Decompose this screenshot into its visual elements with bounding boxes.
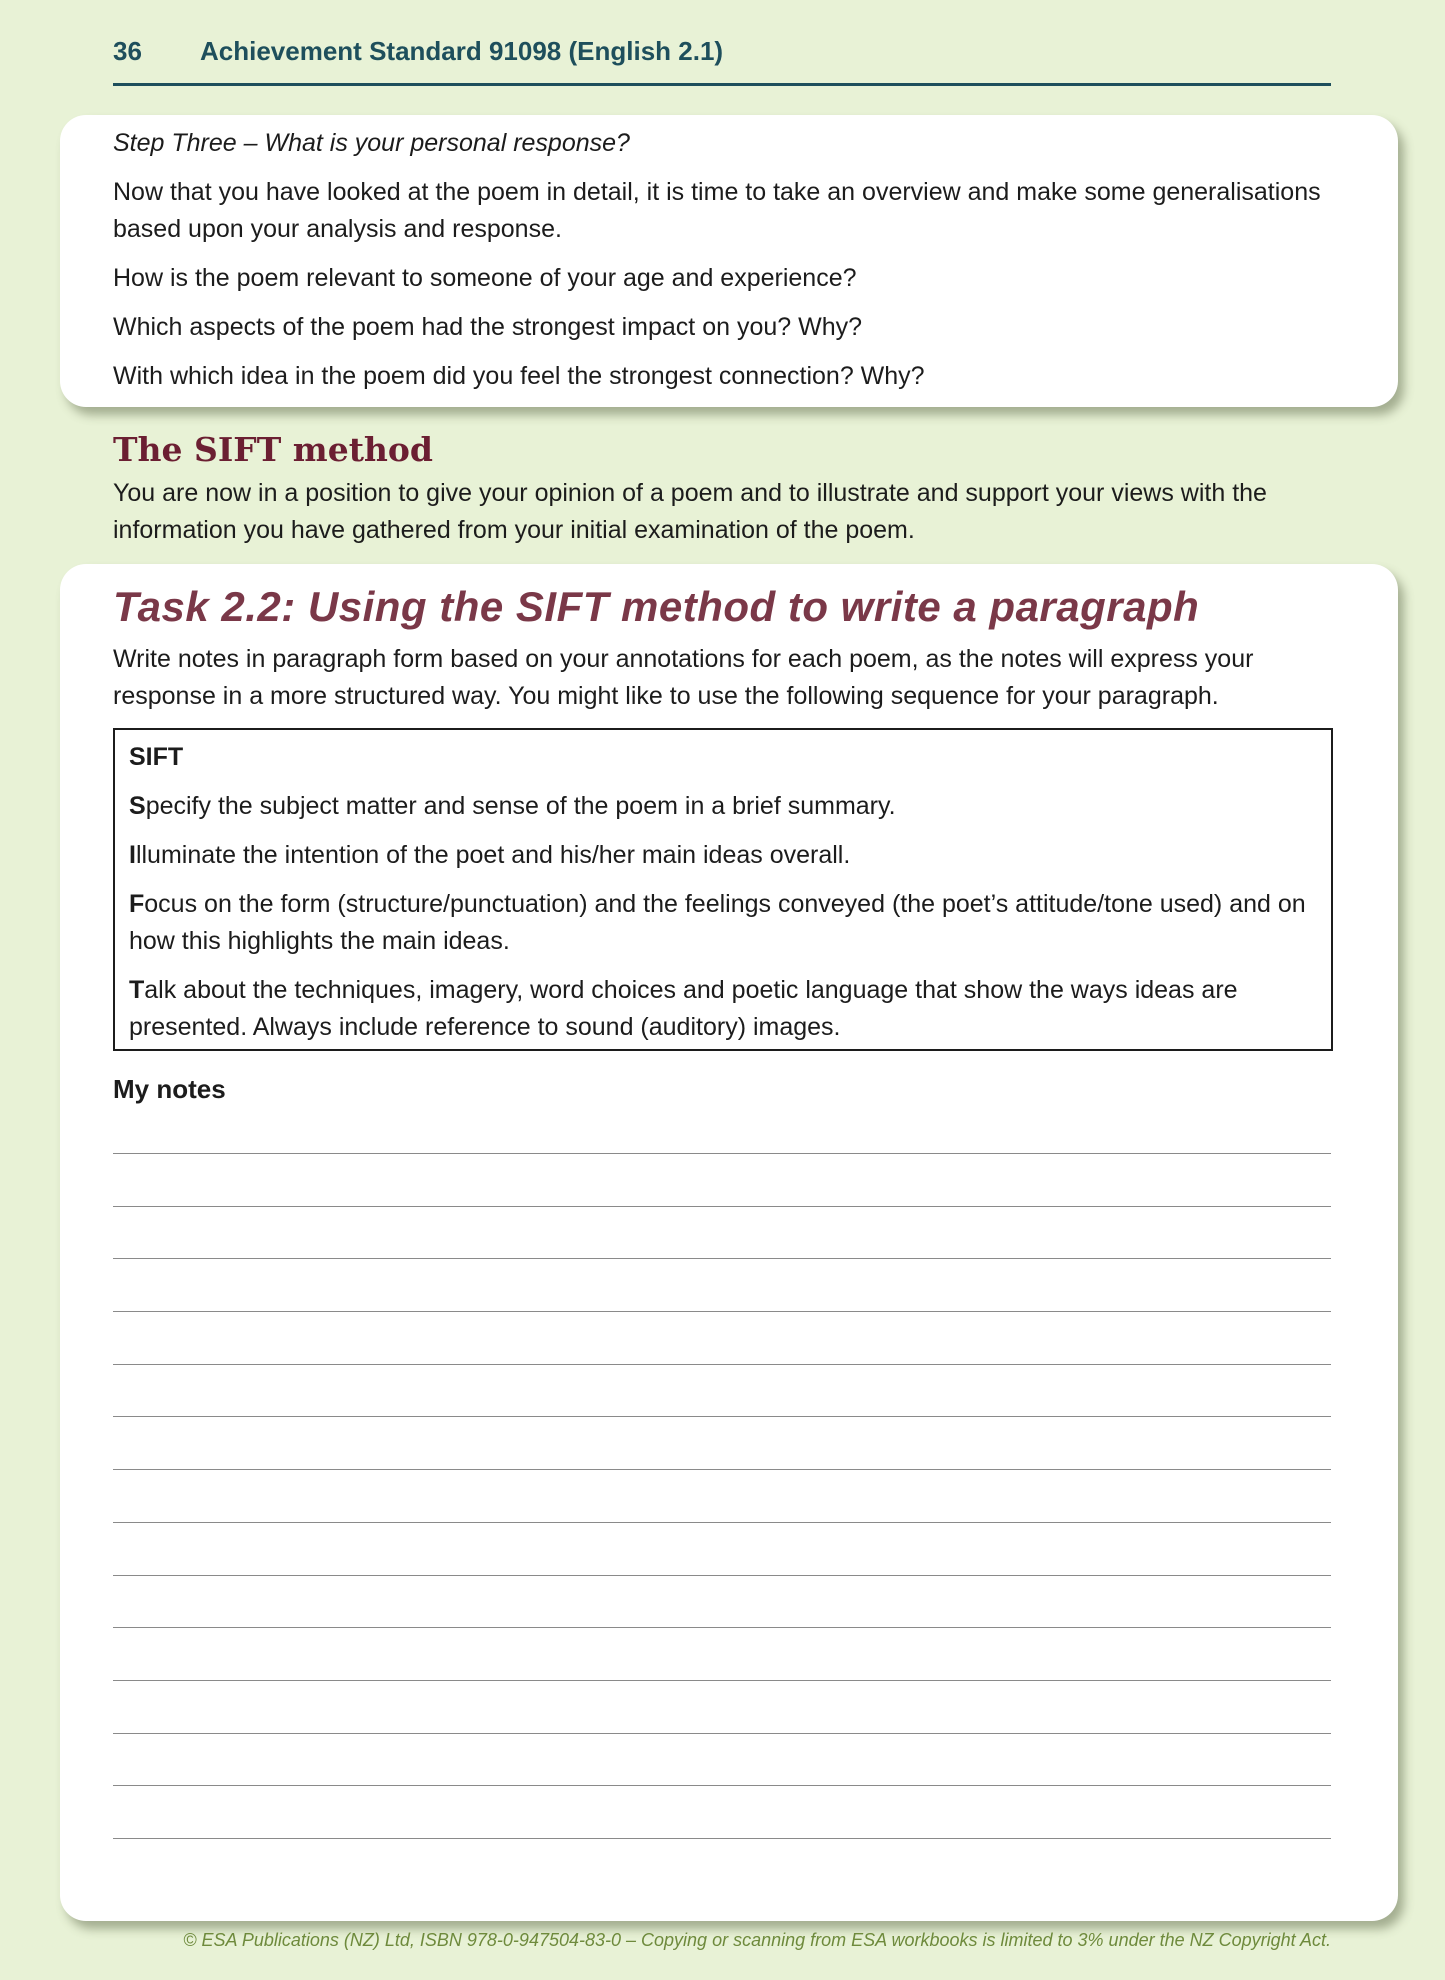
notes-line [113,1258,1331,1311]
notes-line [113,1838,1331,1891]
notes-line [113,1469,1331,1522]
notes-line [113,1416,1331,1469]
question-connection: With which idea in the poem did you feel the strongest connection? Why? [113,362,925,390]
notes-writing-lines [113,1153,1331,1891]
step-three-intro: Now that you have looked at the poem in detail, it is time to take an overview and make some generalisations based upon your analysis and response. [113,178,1321,243]
sift-text: lluminate the intention of the poet and his/her main ideas overall. [135,841,851,869]
sift-text: alk about the techniques, imagery, word choices and poetic language that show the ways ideas are presented. Always include reference to sound (auditory) images. [129,976,1238,1041]
sift-method-title: The SIFT method [113,430,434,469]
sift-text: ocus on the form (structure/punctuation) and the feelings conveyed (the poet’s attitude/tone used) and on how this highlights the main ideas. [129,890,1306,955]
sift-item-specify [129,788,1317,825]
notes-line [113,1522,1331,1575]
sift-item-illuminate [129,837,1317,874]
notes-line [113,1627,1331,1680]
notes-line [113,1311,1331,1364]
task-title: Task 2.2: Using the SIFT method to write a paragraph [113,583,1200,630]
page-header [113,34,1331,86]
standard-title: Achievement Standard 91098 (English 2.1) [200,36,724,66]
question-relevance: How is the poem relevant to someone of your age and experience? [113,264,857,292]
notes-line [113,1575,1331,1628]
sift-box [113,728,1333,1051]
task-instructions: Write notes in paragraph form based on your annotations for each poem, as the notes will express your response in a more structured way. You might like to use the following sequence for your paragraph. [113,645,1254,710]
sift-letter: F [129,890,145,918]
sift-method-text: You are now in a position to give your opinion of a poem and to illustrate and support your views with the information you have gathered from your initial examination of the poem. [113,479,1267,544]
notes-line [113,1206,1331,1259]
question-impact: Which aspects of the poem had the strongest impact on you? Why? [113,313,863,341]
sift-item-focus [129,886,1317,960]
sift-item-talk [129,972,1317,1046]
sift-text: pecify the subject matter and sense of the poem in a brief summary. [145,792,896,820]
copyright-footer: © ESA Publications (NZ) Ltd, ISBN 978-0-947504-83-0 – Copying or scanning from ESA workbooks is limited to 3% under the NZ Copyright Act. [183,1930,1331,1950]
notes-line [113,1785,1331,1838]
sift-letter: S [129,792,146,820]
notes-label: My notes [113,1074,226,1104]
page-number: 36 [113,36,142,66]
notes-line [113,1364,1331,1417]
notes-line [113,1153,1331,1206]
sift-heading: SIFT [129,743,184,771]
step-three-heading: Step Three – What is your personal response? [113,129,630,157]
notes-line [113,1680,1331,1733]
sift-letter: T [129,976,145,1004]
notes-line [113,1733,1331,1786]
sift-letter: I [129,841,136,869]
